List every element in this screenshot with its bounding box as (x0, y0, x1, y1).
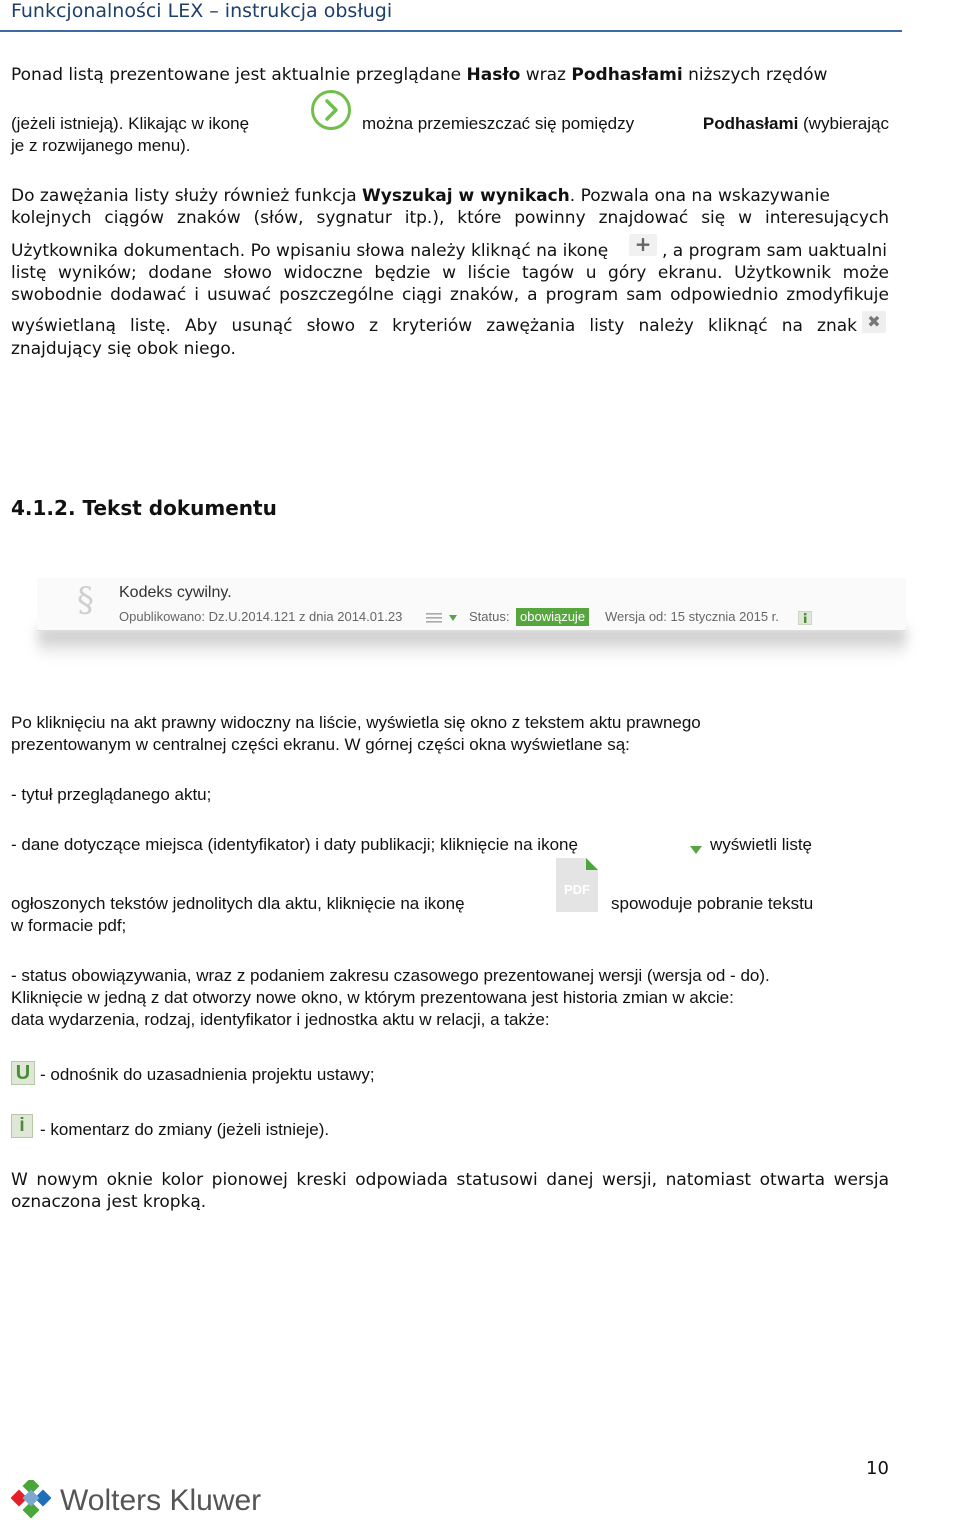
banner-published: Opublikowano: Dz.U.2014.121 z dnia 2014.01.23 (119, 609, 403, 624)
pdf-icon[interactable] (556, 858, 598, 912)
header-rule (0, 30, 902, 32)
page-number: 10 (866, 1458, 889, 1479)
wolters-kluwer-logo-text: Wolters Kluwer (60, 1484, 262, 1517)
info-icon-label: i (19, 1115, 25, 1136)
justification-icon-label: U (15, 1062, 31, 1084)
document-header-title: Funkcjonalności LEX – instrukcja obsługi (11, 0, 393, 22)
bullet-data-e: w formacie pdf; (11, 916, 127, 935)
para2-line1 (11, 186, 889, 206)
para2-line2: kolejnych ciągów znaków (słów, sygnatur itp.), które powinny znajdować się w interesujących (11, 208, 889, 228)
info-icon[interactable] (798, 611, 812, 625)
para2-line1-bold: Wyszukaj w wynikach (362, 186, 570, 206)
bullet-status-line2: Kliknięcie w jedną z dat otworzy nowe okno, w którym prezentowana jest historia zmian w akcie: (11, 988, 734, 1007)
para1-line2-b-text: można przemieszczać się pomiędzy (362, 114, 635, 133)
section-heading: 4.1.2. Tekst dokumentu (11, 496, 277, 520)
bullet-title: - tytuł przeglądanego aktu; (11, 785, 212, 804)
para2-line7: znajdujący się obok niego. (11, 339, 236, 359)
banner-status-label: Status: (469, 609, 510, 624)
pdf-icon-label: PDF (564, 882, 590, 897)
para1-line2-bold: Podhasłami (702, 114, 799, 133)
para2-line6: wyświetlaną listę. Aby usunąć słowo z kryteriów zawężania listy należy kliknąć na znak (11, 316, 857, 336)
caret-down-icon[interactable] (690, 846, 702, 854)
i-item-text: - komentarz do zmiany (jeżeli istnieje). (40, 1120, 330, 1139)
para2-line1-a: Do zawężania listy służy również funkcja (11, 186, 363, 206)
banner-version[interactable]: Wersja od: 15 stycznia 2015 r. (605, 609, 779, 624)
info-icon[interactable] (11, 1114, 33, 1138)
para1-line3: je z rozwijanego menu). (11, 136, 191, 155)
bullet-data-d: spowoduje pobranie tekstu (611, 894, 814, 913)
para2-line5: swobodnie dodawać i usuwać poszczególne ciągi znaków, a program sam odpowiednio zmodyfikuje (11, 285, 889, 305)
para1-line1 (11, 65, 889, 85)
bullet-data-b: wyświetli listę (710, 835, 813, 854)
para2-line4: listę wyników; dodane słowo widoczne będzie w liście tagów u góry ekranu. Użytkownik może (11, 263, 889, 283)
para1-line2-d: (wybierając (798, 114, 889, 133)
bullet-status-line3: data wydarzenia, rodzaj, identyfikator i jednostka aktu w relacji, a także: (11, 1010, 550, 1029)
banner-title[interactable]: Kodeks cywilny. (119, 584, 232, 601)
para3-line2: prezentowanym w centralnej części ekranu. W górnej części okna wyświetlane są: (11, 735, 630, 754)
bullet-data-c: ogłoszonych tekstów jednolitych dla aktu, kliknięcie na ikonę (11, 894, 465, 913)
bullet-data-a: - dane dotyczące miejsca (identyfikator) i daty publikacji; kliknięcie na ikonę (11, 835, 578, 854)
justification-icon[interactable] (11, 1061, 35, 1085)
status-badge: obowiązuje (516, 608, 589, 626)
wolters-kluwer-logo-icon (11, 1480, 51, 1520)
para3-line1: Po kliknięciu na akt prawny widoczny na liście, wyświetla się okno z tekstem aktu prawnego (11, 713, 701, 732)
para1-line1-text: Ponad listą prezentowane jest aktualnie przeglądane Hasło wraz Podhasłami niższych rzędów (11, 65, 828, 85)
para1-line2-a: (jeżeli istnieją). Klikając w ikonę (11, 114, 250, 133)
para2-line1-c: . Pozwala ona na wskazywanie (569, 186, 831, 206)
bullet-status-line1: - status obowiązywania, wraz z podaniem zakresu czasowego prezentowanej wersji (wersja od - do). (11, 966, 770, 985)
para4-line2: oznaczona jest kropką. (11, 1192, 207, 1212)
para2-line3-b: , a program sam uaktualni (662, 241, 887, 261)
u-item-text: - odnośnik do uzasadnienia projektu ustawy; (40, 1065, 375, 1084)
section-sign-icon: § (77, 580, 94, 620)
para2-line3-a: Użytkownika dokumentach. Po wpisaniu słowa należy kliknąć na ikonę (11, 241, 609, 261)
document-banner (37, 578, 906, 631)
para4-line1: W nowym oknie kolor pionowej kreski odpowiada statusowi danej wersji, natomiast otwarta wersja (11, 1170, 889, 1190)
chevron-right-circle-icon[interactable] (311, 90, 351, 130)
plus-icon[interactable]: + (629, 234, 657, 256)
close-icon[interactable]: ✖ (862, 311, 886, 333)
caret-down-icon[interactable] (449, 615, 457, 621)
banner-shadow (38, 628, 906, 658)
para1-line2-b (362, 114, 889, 134)
list-icon[interactable] (426, 613, 442, 623)
